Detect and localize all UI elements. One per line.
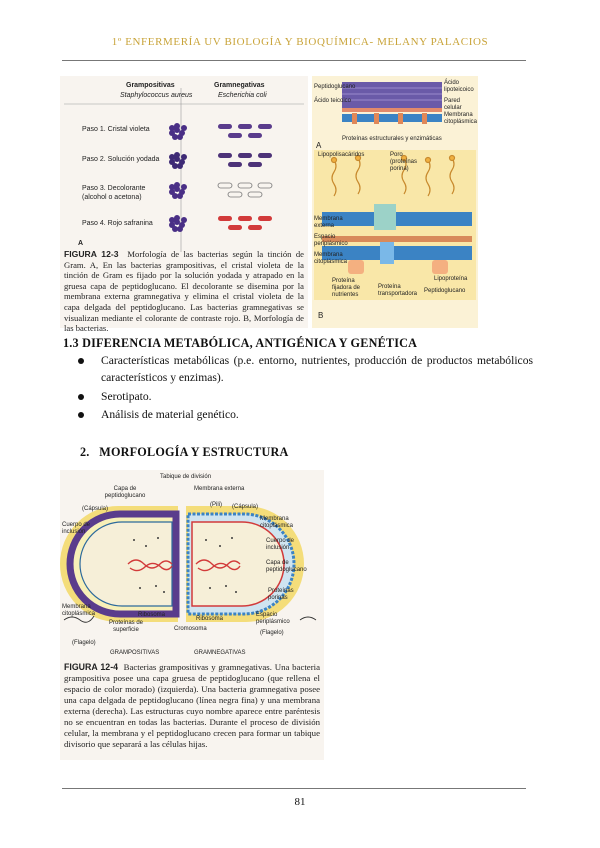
- panel-b-letter-b: B: [318, 311, 324, 320]
- label-ribosome-right: Ribosoma: [196, 616, 224, 622]
- label-gram-negative: GRAMNEGATIVAS: [194, 650, 246, 656]
- label-cytoplasmic-membrane: Membrana citoplásmica: [314, 252, 348, 265]
- running-header: 1º ENFERMERÍA UV BIOLOGÍA Y BIOQUÍMICA- MELANY PALACIOS: [111, 36, 489, 48]
- label-pili: (Pili): [210, 502, 222, 508]
- panel-a-letter: A: [78, 240, 84, 247]
- label-periplasmic-space: Espacio periplásmico: [314, 234, 348, 247]
- label-chromosome: Cromosoma: [174, 626, 207, 632]
- label-structural-proteins: Proteínas estructurales y enzimáticas: [342, 136, 442, 142]
- caption-text: Bacterias grampositivas y gramnegativas. Una bacteria grampositiva posee una capa gruesa de peptidoglucano (que rellena el espacio de color morado) (izquierda). Una bacteria gramnegativa posee una capa delgada de peptidoglucano (línea negra fina) y una membrana externa (derecha). Las estructuras cuyo nombre aparece entre paréntesis no se encuentran en todas las bacterias. Durante el proceso de división celular, la membrana y el peptidoglucano crecen para formar un tabique divisorio que separará a las células hijas.: [64, 662, 320, 749]
- footer-rule: [62, 788, 526, 789]
- label-cytoplasmic-membrane-left: Membrana citoplásmica: [62, 604, 96, 617]
- bullet-dot: [78, 412, 84, 418]
- figure-12-4: [60, 470, 324, 760]
- label-outer-membrane: Membrana externa: [314, 216, 343, 229]
- header-rule: [62, 60, 526, 61]
- label-capsule-right: (Cápsula): [232, 504, 259, 510]
- label-surface-proteins: Proteínas de superficie: [108, 620, 144, 633]
- label-periplasmic-space: Espacio periplásmico: [256, 612, 290, 625]
- step-1-label: Paso 1. Cristal violeta: [82, 126, 150, 133]
- step-3-label: Paso 3. Decolorante (alcohol o acetona): [82, 185, 146, 201]
- label-lps: Lipopolisacáridos: [318, 152, 365, 158]
- label-flagellum-left: (Flagelo): [72, 640, 96, 646]
- caption-label: FIGURA 12-4: [64, 662, 119, 672]
- figure-12-3-panel-a: [60, 76, 308, 334]
- label-cytoplasmic-membrane-top: Membrana citoplásmica: [444, 112, 478, 125]
- label-gram-positive: GRAMPOSITIVAS: [110, 650, 160, 656]
- gram-negative-species: Escherichia coli: [218, 92, 267, 99]
- label-inclusion-body-right: Cuerpo de inclusión: [266, 538, 295, 551]
- label-transport-protein: Proteína transportadora: [378, 284, 418, 297]
- label-capsule-left: (Cápsula): [82, 506, 109, 512]
- figure-12-3-panel-b: [312, 76, 478, 328]
- label-flagellum-right: (Flagelo): [260, 630, 284, 636]
- bullet-text: Características metabólicas (p.e. entorno, nutrientes, producción de productos metabólicos característicos y enzimas).: [101, 354, 533, 384]
- label-cytoplasmic-membrane-right: Membrana citoplásmica: [260, 516, 294, 529]
- step-2-label: Paso 2. Solución yodada: [82, 156, 160, 163]
- label-peptidoglycan-b: Peptidoglucano: [424, 288, 466, 294]
- figure-12-4-caption: [64, 662, 320, 750]
- label-teichoic-acid: Ácido teicoico: [314, 98, 352, 104]
- section-2-title: 2. MORFOLOGÍA Y ESTRUCTURA: [80, 445, 289, 459]
- page-number: 81: [294, 796, 306, 808]
- gram-negative-heading: Gramnegativas: [214, 82, 265, 89]
- label-porin-proteins: Proteínas porinas: [268, 588, 294, 601]
- figure-12-3-caption: [64, 249, 304, 334]
- gram-positive-species: Staphylococcus aureus: [120, 92, 193, 99]
- label-outer-membrane: Membrana externa: [194, 486, 245, 492]
- label-lipoprotein: Lipoproteína: [434, 276, 468, 282]
- bullet-dot: [78, 358, 84, 364]
- label-peptidoglycan-layer: Capa de peptidoglucano: [104, 486, 146, 499]
- caption-label: FIGURA 12-3: [64, 249, 119, 259]
- caption-text: Morfología de las bacterias según la tinción de Gram. A, En las bacterias grampositivas, el cristal violeta de la tinción de Gram es fijado por la solución yodada y atrapado en la gruesa capa de peptidoglucano. El decolorante se disemina por la membrana externa gramnegativa y elimina el cristal violeta de la capa delgada del peptidoglucano. Las bacterias gramnegativas se visualizan mediante el colorante de contraste rojo. B, Morfología de las bacterias.: [64, 249, 304, 334]
- label-cell-wall: Pared celular: [444, 98, 462, 111]
- label-septum: Tabique de división: [160, 474, 212, 480]
- label-inclusion-body-left: Cuerpo de inclusión: [62, 522, 91, 535]
- label-ribosome-left: Ribosoma: [138, 612, 166, 618]
- label-binding-protein: Proteína fijadora de nutrientes: [332, 278, 361, 298]
- label-lipoteichoic-acid: Ácido lipoteicoico: [444, 80, 474, 93]
- label-porin: Poro (proteínas porina): [390, 152, 418, 172]
- gram-positive-heading: Grampositivas: [126, 82, 175, 89]
- bullet-dot: [78, 394, 84, 400]
- step-4-label: Paso 4. Rojo safranina: [82, 220, 153, 227]
- panel-b-letter-a: A: [316, 141, 322, 150]
- bullet-text: Serotipato.: [101, 390, 152, 403]
- section-1-3-title: 1.3 DIFERENCIA METABÓLICA, ANTIGÉNICA Y GENÉTICA: [63, 336, 418, 350]
- label-peptidoglycan-layer-right: Capa de peptidoglucano: [266, 560, 307, 573]
- label-peptidoglycan: Peptidoglucano: [314, 84, 356, 90]
- bullet-text: Análisis de material genético.: [101, 408, 239, 421]
